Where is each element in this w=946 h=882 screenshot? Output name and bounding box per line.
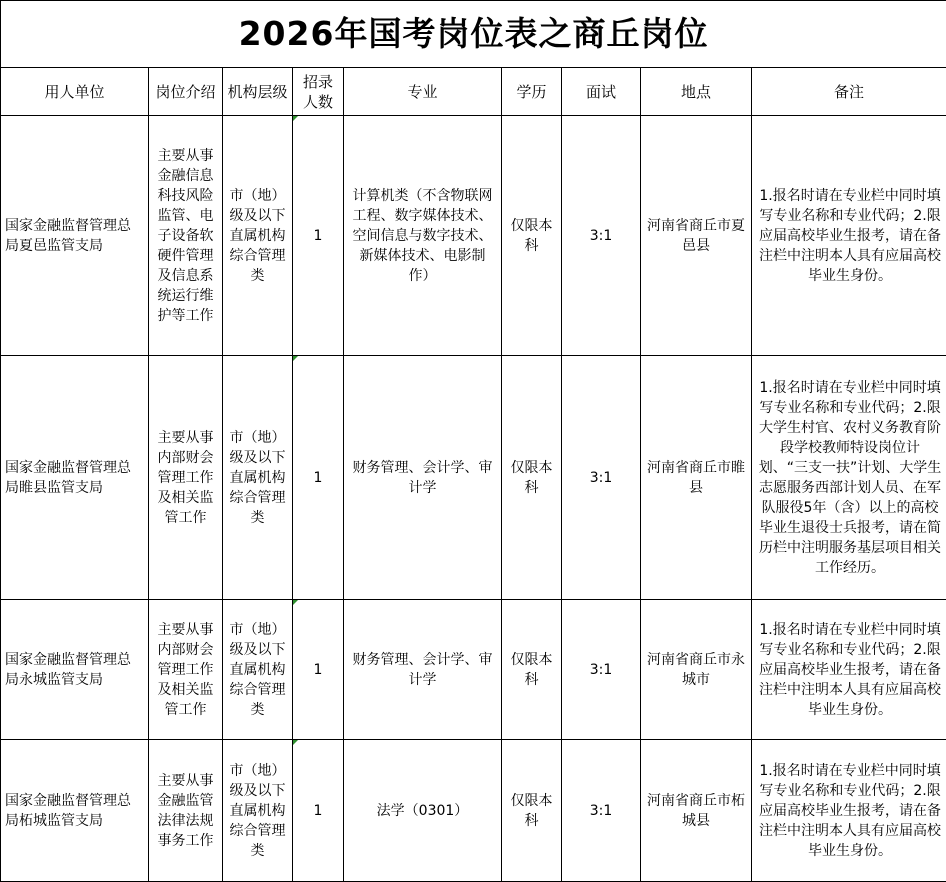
cell-remark: 1.报名时请在专业栏中同时填写专业名称和专业代码；2.限应届高校毕业生报考，请在备注栏中注明本人具有应届高校毕业生身份。 xyxy=(752,740,946,882)
cell-major: 财务管理、会计学、审计学 xyxy=(344,600,502,740)
header-intro: 岗位介绍 xyxy=(149,68,223,116)
cell-location: 河南省商丘市柘城县 xyxy=(641,740,752,882)
header-education: 学历 xyxy=(502,68,562,116)
header-remark: 备注 xyxy=(752,68,946,116)
cell-unit: 国家金融监督管理总局柘城监管支局 xyxy=(1,740,149,882)
cell-interview: 3:1 xyxy=(562,740,641,882)
table-row xyxy=(1,116,946,356)
cell-marker xyxy=(293,116,298,121)
cell-count xyxy=(293,116,344,356)
cell-remark: 1.报名时请在专业栏中同时填写专业名称和专业代码；2.限大学生村官、农村义务教育阶段学校教师特设岗位计划、“三支一扶”计划、大学生志愿服务西部计划人员、在军队服役5年（含）以上的高校毕业生退役士兵报考，请在简历栏中注明服务基层项目相关工作经历。 xyxy=(752,356,946,600)
cell-education: 仅限本科 xyxy=(502,116,562,356)
header-interview: 面试 xyxy=(562,68,641,116)
cell-intro: 主要从事内部财会管理工作及相关监管工作 xyxy=(149,356,223,600)
table-row xyxy=(1,740,946,882)
cell-unit: 国家金融监督管理总局睢县监管支局 xyxy=(1,356,149,600)
cell-education: 仅限本科 xyxy=(502,740,562,882)
cell-level: 市（地）级及以下直属机构综合管理类 xyxy=(223,116,293,356)
header-count: 招录人数 xyxy=(293,68,344,116)
count-value: 1 xyxy=(314,803,323,819)
header-location: 地点 xyxy=(641,68,752,116)
cell-major: 计算机类（不含物联网工程、数字媒体技术、空间信息与数字技术、新媒体技术、电影制作） xyxy=(344,116,502,356)
cell-education: 仅限本科 xyxy=(502,600,562,740)
count-value: 1 xyxy=(314,228,323,244)
cell-unit: 国家金融监督管理总局永城监管支局 xyxy=(1,600,149,740)
table-row xyxy=(1,356,946,600)
cell-marker xyxy=(293,356,298,361)
cell-intro: 主要从事内部财会管理工作及相关监管工作 xyxy=(149,600,223,740)
header-major: 专业 xyxy=(344,68,502,116)
cell-major: 法学（0301） xyxy=(344,740,502,882)
cell-location: 河南省商丘市睢县 xyxy=(641,356,752,600)
cell-level: 市（地）级及以下直属机构综合管理类 xyxy=(223,356,293,600)
cell-interview: 3:1 xyxy=(562,116,641,356)
cell-count xyxy=(293,600,344,740)
cell-unit: 国家金融监督管理总局夏邑监管支局 xyxy=(1,116,149,356)
page-title: 2026年国考岗位表之商丘岗位 xyxy=(1,1,946,68)
cell-major: 财务管理、会计学、审计学 xyxy=(344,356,502,600)
cell-education: 仅限本科 xyxy=(502,356,562,600)
count-value: 1 xyxy=(314,470,323,486)
cell-count xyxy=(293,740,344,882)
cell-intro: 主要从事金融信息科技风险监管、电子设备软硬件管理及信息系统运行维护等工作 xyxy=(149,116,223,356)
cell-intro: 主要从事金融监管法律法规事务工作 xyxy=(149,740,223,882)
cell-remark: 1.报名时请在专业栏中同时填写专业名称和专业代码；2.限应届高校毕业生报考，请在备注栏中注明本人具有应届高校毕业生身份。 xyxy=(752,600,946,740)
cell-interview: 3:1 xyxy=(562,600,641,740)
cell-count xyxy=(293,356,344,600)
cell-marker xyxy=(293,740,298,745)
cell-location: 河南省商丘市永城市 xyxy=(641,600,752,740)
table-row xyxy=(1,600,946,740)
cell-remark: 1.报名时请在专业栏中同时填写专业名称和专业代码；2.限应届高校毕业生报考，请在备注栏中注明本人具有应届高校毕业生身份。 xyxy=(752,116,946,356)
header-unit: 用人单位 xyxy=(1,68,149,116)
header-level: 机构层级 xyxy=(223,68,293,116)
header-row xyxy=(1,68,946,116)
cell-level: 市（地）级及以下直属机构综合管理类 xyxy=(223,740,293,882)
cell-marker xyxy=(293,600,298,605)
cell-interview: 3:1 xyxy=(562,356,641,600)
count-value: 1 xyxy=(314,662,323,678)
cell-location: 河南省商丘市夏邑县 xyxy=(641,116,752,356)
cell-level: 市（地）级及以下直属机构综合管理类 xyxy=(223,600,293,740)
